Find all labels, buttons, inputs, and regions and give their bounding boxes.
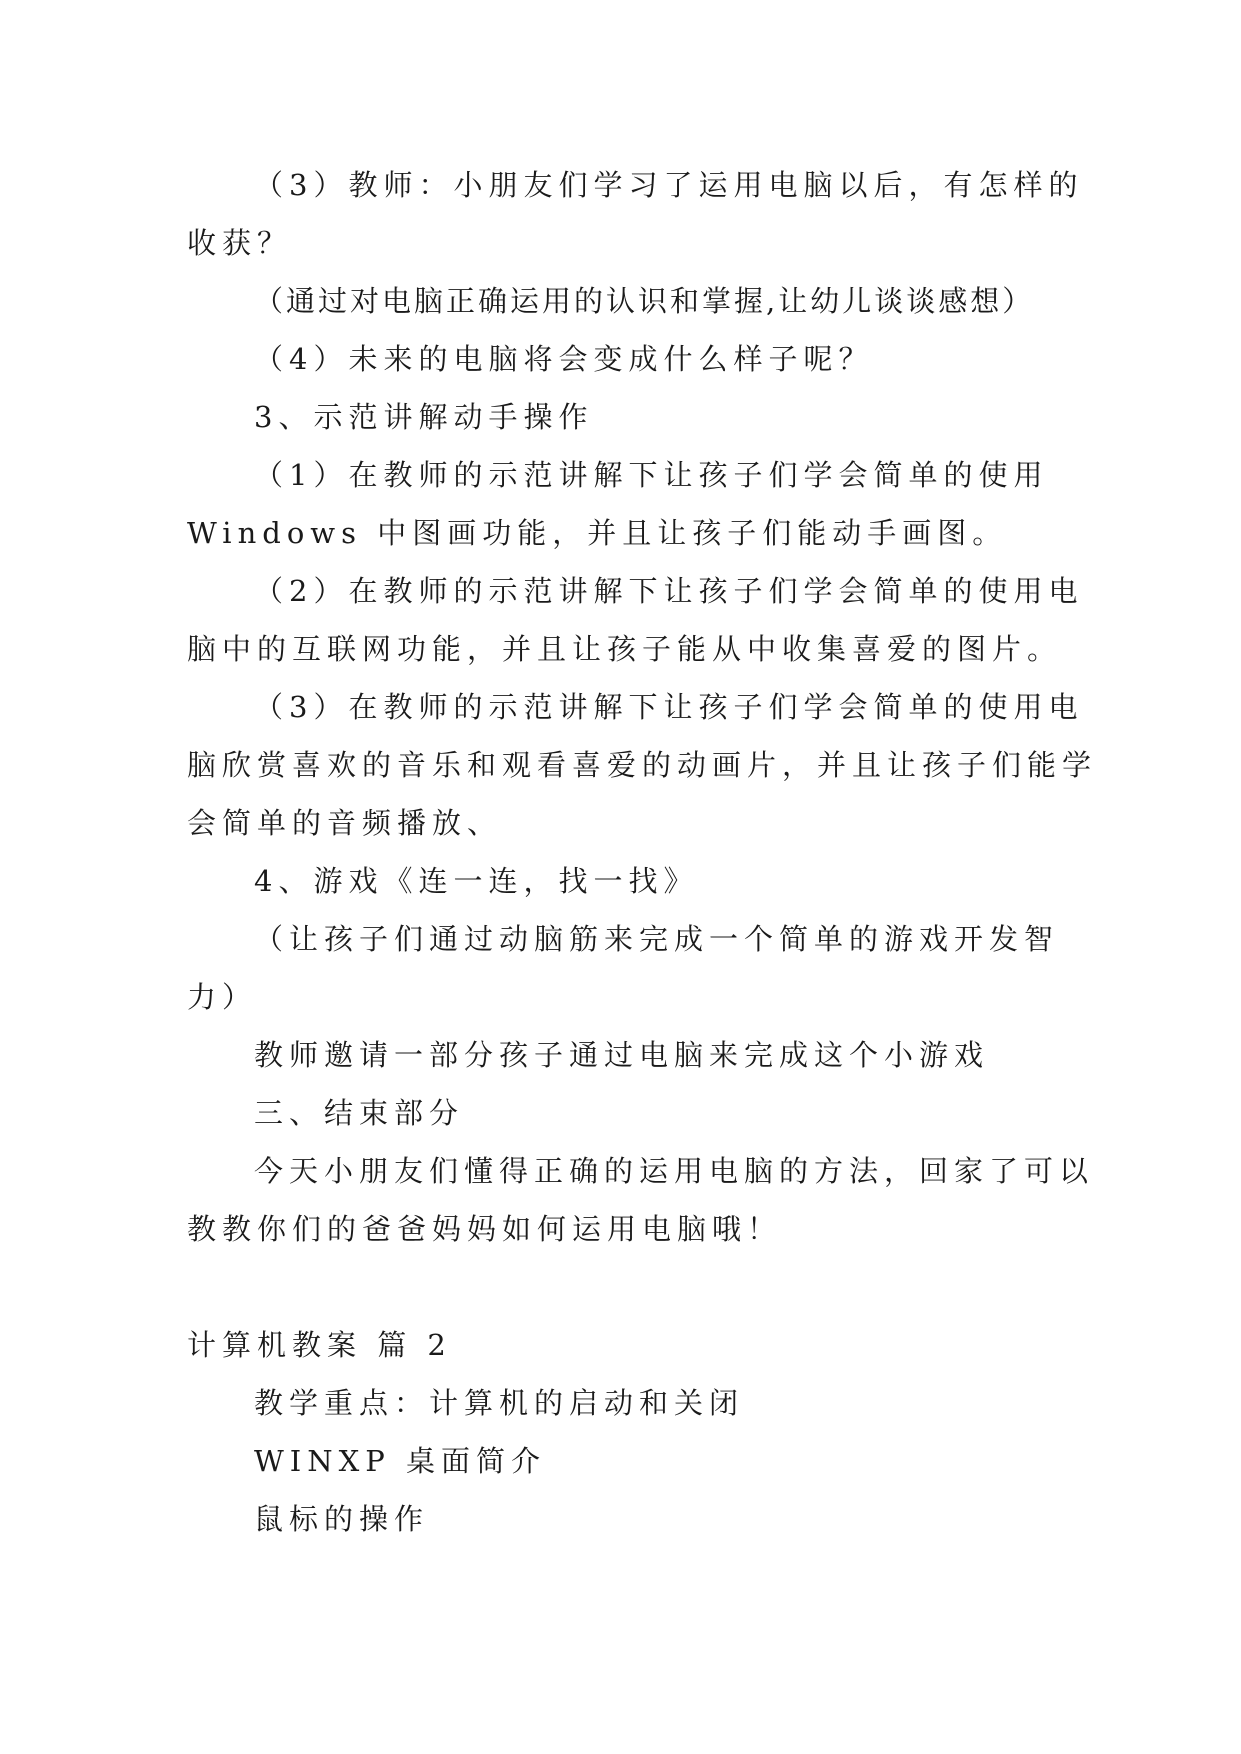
text-line-14: （让孩子们通过动脑筋来完成一个简单的游戏开发智 [254, 922, 1060, 956]
text-line-9: 脑中的互联网功能，并且让孩子能从中收集喜爱的图片。 [187, 632, 1063, 666]
text-line-3: （通过对电脑正确运用的认识和掌握,让幼儿谈谈感想） [254, 284, 1035, 318]
text-line-6: （1）在教师的示范讲解下让孩子们学会简单的使用 [254, 458, 1049, 492]
text-line-11: 脑欣赏喜欢的音乐和观看喜爱的动画片，并且让孩子们能学 [187, 748, 1098, 782]
section-heading-4: 4、游戏《连一连，找一找》 [254, 864, 699, 898]
text-line-22: WINXP 桌面简介 [254, 1444, 547, 1478]
text-line-10: （3）在教师的示范讲解下让孩子们学会简单的使用电 [254, 690, 1084, 724]
text-line-7: Windows 中图画功能，并且让孩子们能动手画图。 [187, 516, 1008, 550]
text-line-21: 教学重点：计算机的启动和关闭 [254, 1386, 745, 1420]
text-line-4: （4）未来的电脑将会变成什么样子呢？ [254, 342, 874, 376]
text-line-19: 教教你们的爸爸妈妈如何运用电脑哦！ [187, 1212, 783, 1246]
section-heading-3: 3、示范讲解动手操作 [254, 400, 594, 434]
text-line-15: 力） [187, 980, 258, 1014]
text-line-23: 鼠标的操作 [254, 1502, 430, 1536]
text-line-16: 教师邀请一部分孩子通过电脑来完成这个小游戏 [254, 1038, 990, 1072]
text-line-12: 会简单的音频播放、 [187, 806, 503, 840]
article-title: 计算机教案 篇 2 [187, 1328, 452, 1362]
text-line-18: 今天小朋友们懂得正确的运用电脑的方法，回家了可以 [254, 1154, 1095, 1188]
text-line-1: （3）教师：小朋友们学习了运用电脑以后，有怎样的 [254, 168, 1084, 202]
section-heading-ending: 三、结束部分 [254, 1096, 465, 1130]
text-line-2: 收获？ [187, 226, 293, 260]
text-line-8: （2）在教师的示范讲解下让孩子们学会简单的使用电 [254, 574, 1084, 608]
